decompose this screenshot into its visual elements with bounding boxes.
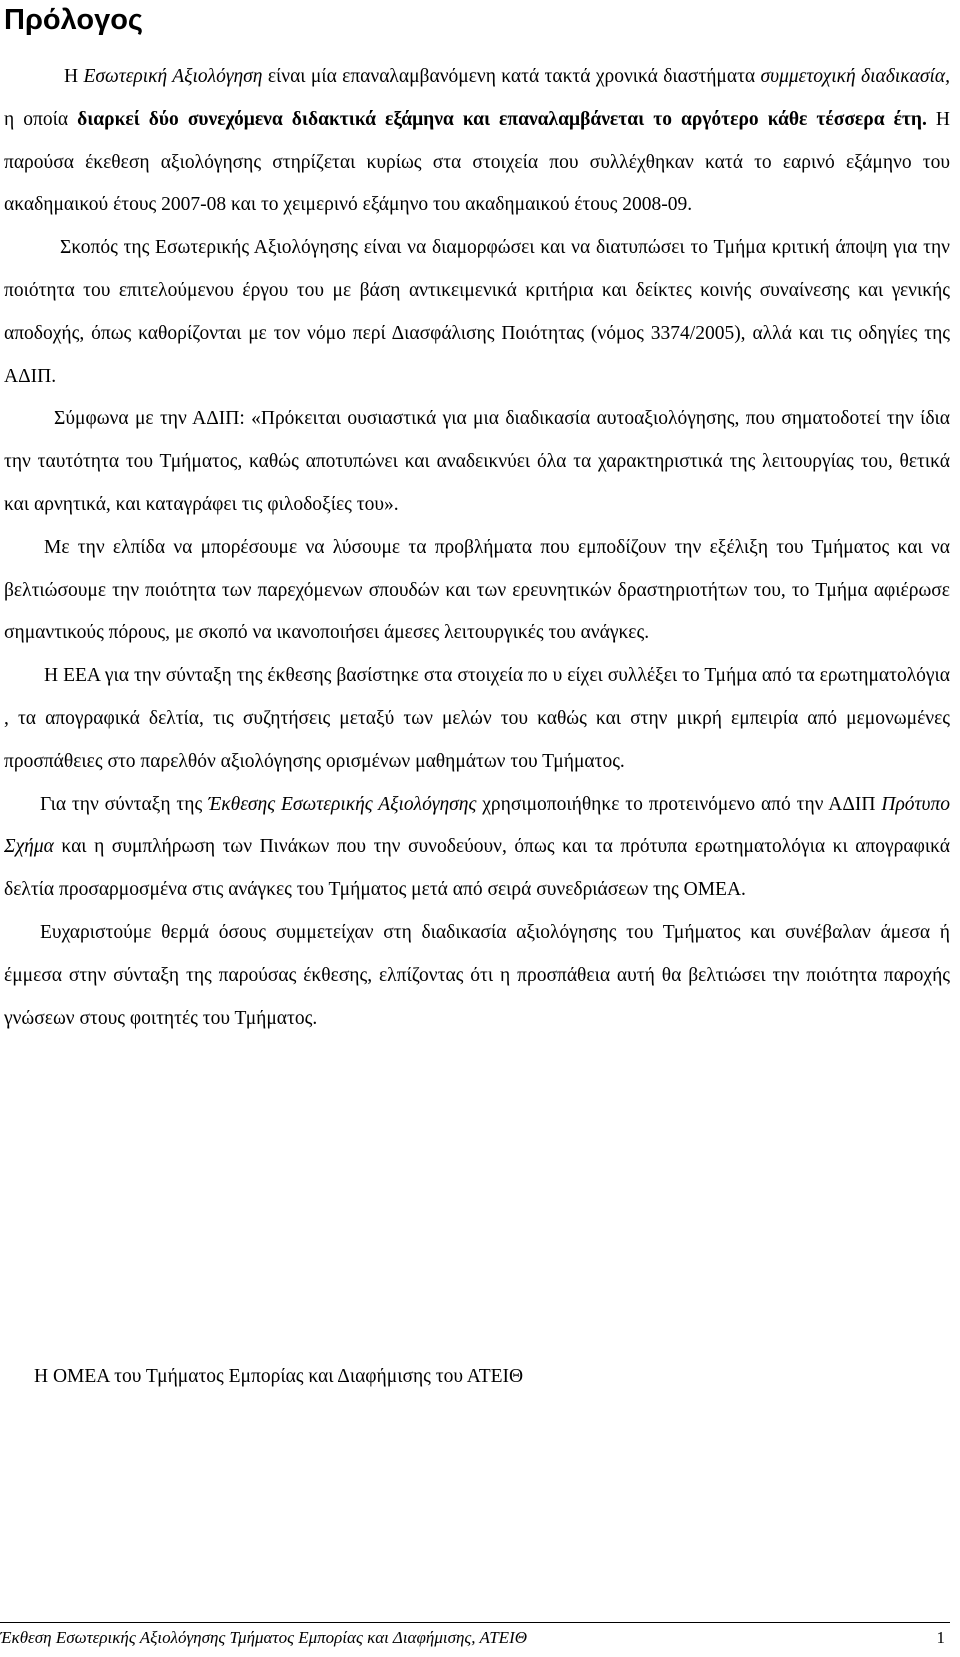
emphasized-text: Πρότυπο Σχήμα	[4, 793, 950, 858]
emphasized-text: συμμετοχική διαδικασία,	[760, 66, 950, 87]
page-title: Πρόλογος	[4, 4, 144, 36]
text-run: και η συμπλήρωση των Πινάκων που την συνοδεύουν, όπως και τα πρότυπα ερωτηματολόγια κι απογραφικά δελτία προσαρμοσμένα στις ανάγκες του Τμήματος μετά από σειρά συνεδριάσεων της ΟΜΕΑ.	[4, 836, 950, 901]
text-run: χρησιμοποιήθηκε το προτεινόμενο από την ΑΔΙΠ	[476, 793, 882, 815]
text-run: Σύμφωνα με την ΑΔΙΠ: «Πρόκειται ουσιαστικά για μια διαδικασία αυτοαξιολόγησης, που σηματοδοτεί την ίδια την ταυτότητα του Τμήματος, καθώς αποτυπώνει και αναδεικνύει όλα τα χαρακτηριστικά της λειτουργίας του, θετικά και αρνητικά, και καταγράφει τις φιλοδοξίες του».	[4, 408, 950, 515]
document-body	[4, 56, 950, 1040]
text-run: Με την ελπίδα να μπορέσουμε να λύσουμε τα προβλήματα που εμποδίζουν την εξέλιξη του Τμήματος και να βελτιώσουμε την ποιότητα των παρεχόμενων σπουδών και των ερευνητικών δραστηριοτήτων του, το Τμήμα αφιέρωσε σημαντικούς πόρους, με σκοπό να ικανοποιήσει άμεσες λειτουργικές του ανάγκες.	[4, 536, 950, 644]
paragraph	[4, 56, 950, 227]
paragraph	[4, 784, 950, 912]
text-run: Η	[64, 66, 84, 87]
text-run: Η ΕΕΑ για την σύνταξη της έκθεσης βασίστηκε στα στοιχεία πο υ είχει συλλέξει το Τμήμα από τα ερωτηματολόγια , τα απογραφικά δελτία, τις συζητήσεις μεταξύ των μελών του καθώς και στην μικρή εμπειρία από μεμονωμένες προσπάθειες στο παρελθόν αξιολόγησης ορισμένων μαθημάτων του Τμήματος.	[4, 665, 950, 772]
emphasized-text: Έκθεσης Εσωτερικής Αξιολόγησης	[208, 793, 477, 815]
paragraph	[4, 655, 950, 783]
paragraph	[4, 912, 950, 1040]
emphasized-text: Εσωτερική Αξιολόγηση	[83, 66, 263, 87]
bold-text: διαρκεί δύο συνεχόμενα διδακτικά εξάμηνα και επαναλαμβάνεται το αργότερο κάθε τέσσερα έτη.	[77, 108, 927, 130]
page-footer	[0, 1624, 945, 1652]
text-run: Για την σύνταξη της	[40, 793, 209, 815]
footer-text: Έκθεση Εσωτερικής Αξιολόγησης Τμήματος Εμπορίας και Διαφήμισης, ΑΤΕΙΘ	[0, 1628, 528, 1647]
signature: Η ΟΜΕΑ του Τμήματος Εμπορίας και Διαφήμισης του ΑΤΕΙΘ	[34, 1366, 524, 1387]
text-run: Σκοπός της Εσωτερικής Αξιολόγησης είναι να διαμορφώσει και να διατυπώσει το Τμήμα κριτική άποψη για την ποιότητα του επιτελούμενου έργου του με βάση αντικειμενικά κριτήρια και δείκτες κοινής συναίνεσης και γενικής αποδοχής, όπως καθορίζονται με τον νόμο περί Διασφάλισης Ποιότητας (νόμος 3374/2005), αλλά και τις οδηγίες της ΑΔΙΠ.	[4, 237, 950, 387]
footer-divider	[0, 1622, 950, 1623]
paragraph	[4, 398, 950, 526]
text-run: Η παρούσα έκεθεση αξιολόγησης στηρίζεται κυρίως στα στοιχεία που συλλέχθηκαν κατά το εαρινό εξάμηνο του ακαδημαικού έτους 2007-08 και το χειμερινό εξάμηνο του ακαδημαικού έτους 2008-09.	[4, 108, 950, 216]
page-number: 1	[936, 1628, 945, 1647]
paragraph	[4, 227, 950, 398]
paragraph	[4, 527, 950, 655]
text-run: είναι μία επαναλαμβανόμενη κατά τακτά χρονικά διαστήματα	[262, 66, 761, 87]
text-run: Ευχαριστούμε θερμά όσους συμμετείχαν στη διαδικασία αξιολόγησης του Τμήματος και συνέβαλαν άμεσα ή έμμεσα στην σύνταξη της παρούσας έκθεσης, ελπίζοντας ότι η προσπάθεια αυτή θα βελτιώσει την ποιότητα παροχής γνώσεων στους φοιτητές του Τμήματος.	[4, 921, 950, 1029]
text-run: η οποία	[4, 108, 78, 130]
